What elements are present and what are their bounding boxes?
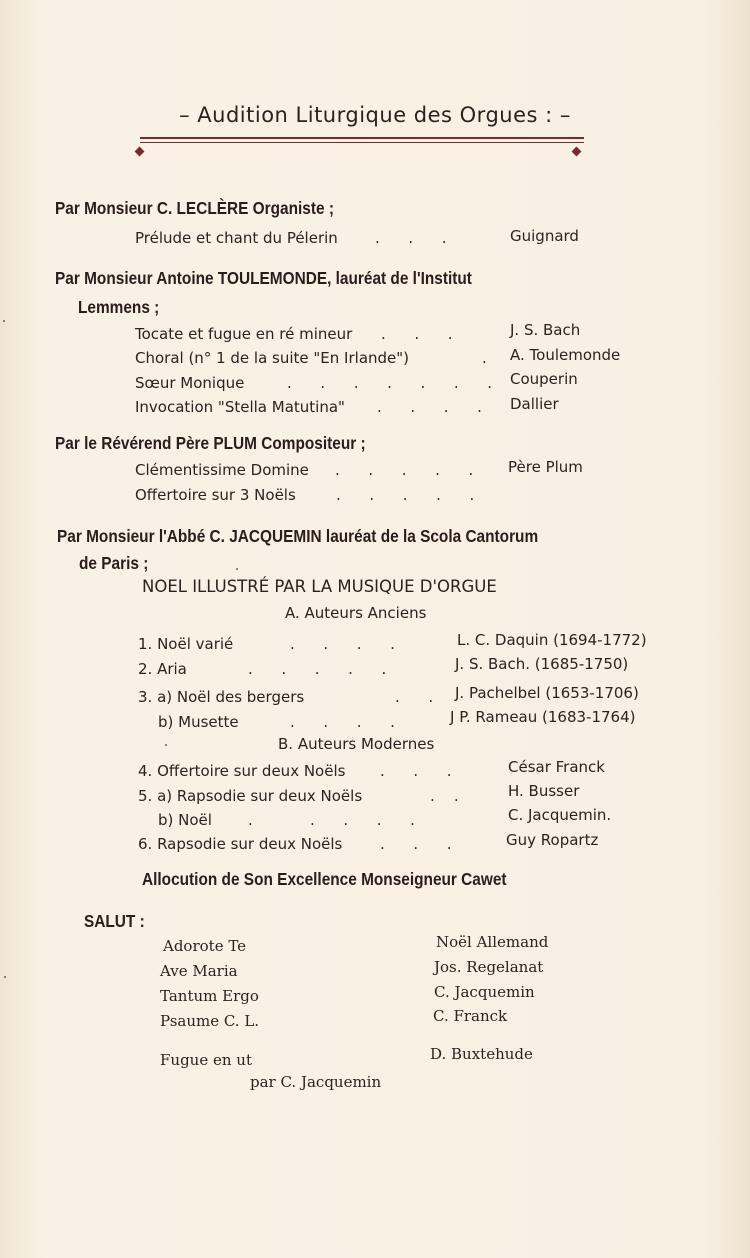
- leader-dots: . .: [430, 787, 459, 805]
- leader-dots: . .: [395, 688, 434, 706]
- piece-title: Tocate et fugue en ré mineur: [135, 325, 353, 343]
- piece-title: Clémentissime Domine: [135, 461, 309, 479]
- leader-dots: . . . . .: [248, 811, 415, 829]
- piece-title: Choral (n° 1 de la suite "En Irlande"): [135, 349, 410, 367]
- leader-dots: . . . .: [290, 713, 395, 731]
- salut-composer: Jos. Regelanat: [434, 958, 544, 976]
- leader-dots: . . . . .: [335, 461, 474, 479]
- piece-title: b) Musette: [158, 713, 239, 731]
- composer-name: Guy Ropartz: [506, 831, 599, 849]
- final-piece: Fugue en ut: [160, 1051, 252, 1069]
- piece-title: Prélude et chant du Pélerin: [135, 229, 338, 247]
- section-heading-leclere: Par Monsieur C. LECLÈRE Organiste ;: [55, 198, 334, 218]
- diamond-ornament-right: [572, 147, 582, 157]
- salut-piece: Tantum Ergo: [160, 987, 259, 1005]
- leader-dots: . . .: [375, 229, 447, 247]
- leader-dots: .: [482, 349, 487, 367]
- leader-dots: . . . . . . .: [287, 374, 493, 392]
- piece-title: b) Noël: [158, 811, 212, 829]
- composer-name: L. C. Daquin (1694-1772): [457, 631, 647, 649]
- salut-piece: Psaume C. L.: [160, 1012, 260, 1030]
- composer-name: César Franck: [508, 758, 605, 776]
- section-heading-toulemonde: Par Monsieur Antoine TOULEMONDE, lauréat de l'Institut: [55, 268, 472, 288]
- composer-name: J P. Rameau (1683-1764): [450, 708, 636, 726]
- allocution-heading: Allocution de Son Excellence Monseigneur Cawet: [142, 869, 507, 889]
- group-heading-anciens: A. Auteurs Anciens: [285, 604, 427, 622]
- paper-speck: [165, 744, 167, 746]
- piece-title: 2. Aria: [138, 660, 187, 678]
- composer-name: J. S. Bach. (1685-1750): [455, 655, 629, 673]
- salut-piece: Ave Maria: [160, 962, 238, 980]
- composer-name: H. Busser: [508, 782, 580, 800]
- leader-dots: . . .: [380, 762, 452, 780]
- program-subtitle: NOEL ILLUSTRÉ PAR LA MUSIQUE D'ORGUE: [142, 577, 497, 596]
- piece-title: 1. Noël varié: [138, 635, 234, 653]
- piece-title: 5. a) Rapsodie sur deux Noëls: [138, 787, 363, 805]
- piece-title: Invocation "Stella Matutina": [135, 398, 345, 416]
- leader-dots: . . .: [380, 835, 452, 853]
- final-composer: D. Buxtehude: [430, 1045, 533, 1063]
- leader-dots: . . . . .: [248, 660, 387, 678]
- composer-name: J. S. Bach: [510, 321, 581, 339]
- composer-name: J. Pachelbel (1653-1706): [455, 684, 639, 702]
- group-heading-modernes: B. Auteurs Modernes: [278, 735, 435, 753]
- salut-composer: C. Franck: [433, 1007, 508, 1025]
- title-rule: [140, 137, 584, 139]
- salut-composer: C. Jacquemin: [434, 983, 535, 1001]
- composer-name: C. Jacquemin.: [508, 806, 612, 824]
- section-heading-toulemonde-cont: Lemmens ;: [78, 297, 160, 317]
- section-heading-jacquemin-cont: de Paris ;: [79, 553, 149, 573]
- paper-speck: [3, 320, 5, 322]
- composer-name: Père Plum: [508, 458, 583, 476]
- leader-dots: . . . . .: [336, 486, 475, 504]
- program-title: – Audition Liturgique des Orgues : –: [179, 103, 571, 127]
- section-heading-plum: Par le Révérend Père PLUM Compositeur ;: [55, 433, 366, 453]
- composer-name: Dallier: [510, 395, 559, 413]
- salut-composer: Noël Allemand: [436, 933, 549, 951]
- composer-name: Guignard: [510, 227, 579, 245]
- final-attribution: par C. Jacquemin: [250, 1073, 382, 1091]
- piece-title: Sœur Monique: [135, 374, 245, 392]
- leader-dots: . . . .: [290, 635, 395, 653]
- leader-dots: . . .: [381, 325, 453, 343]
- piece-title: Offertoire sur 3 Noëls: [135, 486, 296, 504]
- paper-speck: [4, 976, 6, 978]
- salut-heading: SALUT :: [84, 911, 145, 931]
- salut-piece: Adorote Te: [163, 937, 247, 955]
- composer-name: A. Toulemonde: [510, 346, 621, 364]
- composer-name: Couperin: [510, 370, 578, 388]
- title-rule-thin: [140, 142, 584, 143]
- paper-speck: [236, 568, 238, 570]
- diamond-ornament-left: [135, 147, 145, 157]
- section-heading-jacquemin: Par Monsieur l'Abbé C. JACQUEMIN lauréat de la Scola Cantorum: [57, 526, 539, 546]
- leader-dots: . . . .: [377, 398, 482, 416]
- piece-title: 6. Rapsodie sur deux Noëls: [138, 835, 343, 853]
- piece-title: 4. Offertoire sur deux Noëls: [138, 762, 346, 780]
- piece-title: 3. a) Noël des bergers: [138, 688, 305, 706]
